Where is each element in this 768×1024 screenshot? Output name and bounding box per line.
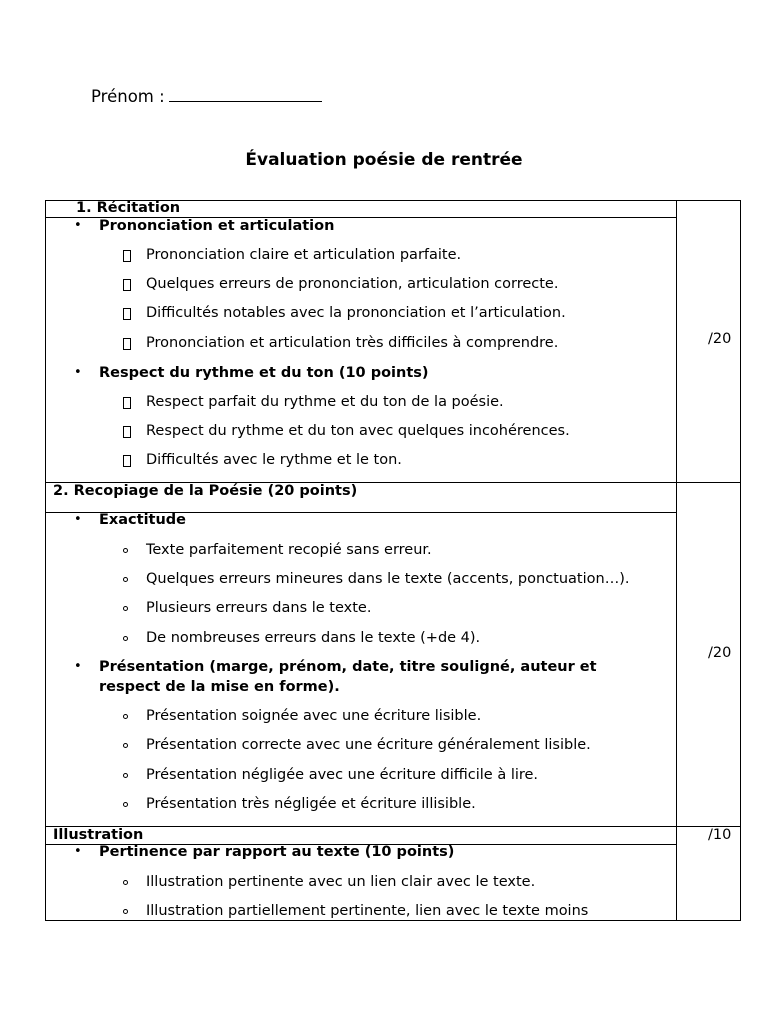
prenom-label: Prénom : [91, 87, 165, 106]
criterion-item: Présentation négligée avec une écriture difficile à lire. [146, 767, 539, 783]
section3-top-divider [45, 826, 741, 827]
criterion-item: Respect du rythme et du ton avec quelques incohérences. [146, 423, 570, 439]
checkbox-icon [123, 455, 131, 467]
page-title: Évaluation poésie de rentrée [245, 150, 523, 170]
criterion-item: Difficultés avec le rythme et le ton. [146, 452, 402, 468]
circle-bullet-icon [123, 714, 128, 719]
section1-group2-title: Respect du rythme et du ton (10 points) [99, 365, 429, 381]
bullet-icon: • [74, 218, 82, 233]
section3-group1-title: Pertinence par rapport au texte (10 points) [99, 844, 455, 860]
bullet-icon: • [74, 512, 82, 527]
criterion-item: Illustration pertinente avec un lien clair avec le texte. [146, 874, 536, 890]
section1-group1-title: Prononciation et articulation [99, 218, 335, 234]
circle-bullet-icon [123, 880, 128, 885]
bullet-icon: • [74, 365, 82, 380]
criterion-item: Présentation très négligée et écriture illisible. [146, 796, 476, 812]
section2-group2-title-line1: Présentation (marge, prénom, date, titre souligné, auteur et [99, 659, 597, 675]
criterion-item: Plusieurs erreurs dans le texte. [146, 600, 372, 616]
checkbox-icon [123, 308, 131, 320]
criterion-item: Quelques erreurs de prononciation, articulation correcte. [146, 276, 559, 292]
section1-heading: 1. Récitation [76, 200, 181, 216]
criterion-item: Prononciation et articulation très difficiles à comprendre. [146, 335, 559, 351]
bullet-icon: • [74, 844, 82, 859]
criterion-item: De nombreuses erreurs dans le texte (+de 4). [146, 630, 481, 646]
circle-bullet-icon [123, 773, 128, 778]
checkbox-icon [123, 279, 131, 291]
section2-group2-title-line2: respect de la mise en forme). [99, 679, 340, 695]
score-column-divider [676, 200, 677, 920]
circle-bullet-icon [123, 577, 128, 582]
criterion-item: Illustration partiellement pertinente, lien avec le texte moins [146, 903, 589, 919]
circle-bullet-icon [123, 909, 128, 914]
criterion-item: Prononciation claire et articulation parfaite. [146, 247, 462, 263]
section3-score: /10 [708, 827, 732, 843]
section2-group1-title: Exactitude [99, 512, 187, 528]
criterion-item: Texte parfaitement recopié sans erreur. [146, 542, 432, 558]
section3-heading: Illustration [53, 827, 144, 843]
bullet-icon: • [74, 659, 82, 674]
prenom-field [91, 86, 322, 106]
checkbox-icon [123, 426, 131, 438]
circle-bullet-icon [123, 636, 128, 641]
criterion-item: Présentation correcte avec une écriture généralement lisible. [146, 737, 591, 753]
criterion-item: Quelques erreurs mineures dans le texte (accents, ponctuation…). [146, 571, 630, 587]
checkbox-icon [123, 397, 131, 409]
section2-heading: 2. Recopiage de la Poésie (20 points) [53, 483, 358, 499]
section2-score: /20 [708, 645, 732, 661]
circle-bullet-icon [123, 548, 128, 553]
circle-bullet-icon [123, 743, 128, 748]
circle-bullet-icon [123, 802, 128, 807]
checkbox-icon [123, 338, 131, 350]
criterion-item: Difficultés notables avec la prononciation et l’articulation. [146, 305, 566, 321]
circle-bullet-icon [123, 606, 128, 611]
criterion-item: Présentation soignée avec une écriture lisible. [146, 708, 482, 724]
checkbox-icon [123, 250, 131, 262]
criterion-item: Respect parfait du rythme et du ton de la poésie. [146, 394, 504, 410]
section1-score: /20 [708, 331, 732, 347]
prenom-blank-line [169, 86, 322, 102]
